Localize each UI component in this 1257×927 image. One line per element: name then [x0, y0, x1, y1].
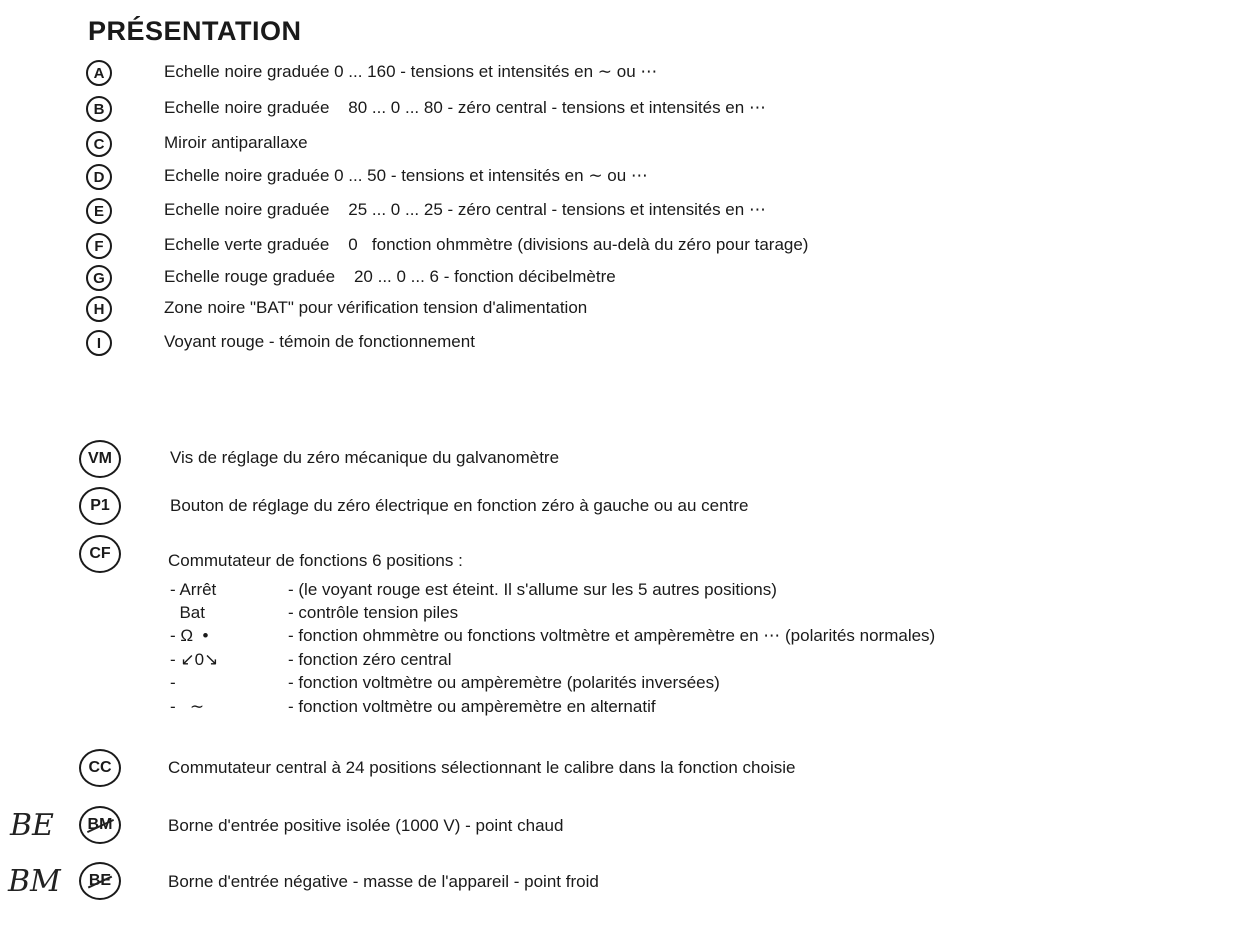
scale-item-text: Echelle noire graduée 0 ... 160 - tensions et intensités en ∼ ou ⋯: [164, 62, 658, 81]
handwritten-note: BE: [10, 808, 54, 843]
badge-h: H: [86, 296, 112, 322]
cf-position-description: - fonction voltmètre ou ampèremètre (polarités inversées): [288, 673, 720, 692]
control-text-vm: Vis de réglage du zéro mécanique du galvanomètre: [170, 448, 560, 467]
cf-position-symbol: Bat: [170, 603, 205, 622]
cf-position-description: - fonction zéro central: [288, 650, 452, 669]
badge-vm: VM: [79, 440, 121, 478]
badge-f: F: [86, 233, 112, 259]
cf-position-row: [170, 603, 1250, 625]
cf-position-row: [170, 580, 1250, 602]
badge-d: D: [86, 164, 112, 190]
page-title: PRÉSENTATION: [88, 16, 302, 46]
badge-cc: CC: [79, 749, 121, 787]
cf-position-symbol: - ↙0↘: [170, 650, 219, 669]
scale-item-text: Zone noire "BAT" pour vérification tension d'alimentation: [164, 298, 588, 317]
scale-item-text: Voyant rouge - témoin de fonctionnement: [164, 332, 475, 351]
control-text-p1: Bouton de réglage du zéro électrique en fonction zéro à gauche ou au centre: [170, 496, 749, 515]
badge-p1: P1: [79, 487, 121, 525]
cf-position-symbol: -: [170, 673, 176, 692]
scale-item-text: Echelle verte graduée 0 fonction ohmmètre (divisions au-delà du zéro pour tarage): [164, 235, 809, 254]
control-text-cc: Commutateur central à 24 positions sélectionnant le calibre dans la fonction choisie: [168, 758, 796, 777]
terminal-text-negative: Borne d'entrée négative - masse de l'appareil - point froid: [168, 872, 599, 891]
scale-item-text: Echelle noire graduée 80 ... 0 ... 80 - zéro central - tensions et intensités en ⋯: [164, 98, 766, 117]
cf-position-description: - (le voyant rouge est éteint. Il s'allume sur les 5 autres positions): [288, 580, 777, 599]
badge-c: C: [86, 131, 112, 157]
cf-position-symbol: - Ω •: [170, 626, 209, 645]
badge-cf: CF: [79, 535, 121, 573]
badge-terminal-positive: BM: [87, 816, 113, 833]
cf-position-description: - fonction ohmmètre ou fonctions voltmètre et ampèremètre en ⋯ (polarités normales): [288, 626, 936, 645]
cf-position-row: [170, 697, 1250, 719]
scale-item-text: Echelle noire graduée 0 ... 50 - tensions et intensités en ∼ ou ⋯: [164, 166, 648, 185]
cf-position-description: - contrôle tension piles: [288, 603, 459, 622]
handwritten-note: BM: [8, 864, 61, 899]
badge-e: E: [86, 198, 112, 224]
badge-terminal-negative: BE: [88, 872, 112, 889]
cf-position-row: [170, 673, 1250, 695]
scale-item-text: Echelle rouge graduée 20 ... 0 ... 6 - fonction décibelmètre: [164, 267, 616, 286]
badge-i: I: [86, 330, 112, 356]
cf-position-row: [170, 650, 1250, 672]
cf-position-symbol: - Arrêt: [170, 580, 217, 599]
scale-item-text: Miroir antiparallaxe: [164, 133, 308, 152]
cf-position-symbol: - ∼: [170, 697, 205, 716]
control-text-cf: Commutateur de fonctions 6 positions :: [168, 551, 463, 570]
badge-a: A: [86, 60, 112, 86]
terminal-text-positive: Borne d'entrée positive isolée (1000 V) - point chaud: [168, 816, 564, 835]
scale-item-text: Echelle noire graduée 25 ... 0 ... 25 - zéro central - tensions et intensités en ⋯: [164, 200, 766, 219]
badge-b: B: [86, 96, 112, 122]
cf-position-row: [170, 626, 1250, 648]
cf-position-description: - fonction voltmètre ou ampèremètre en alternatif: [288, 697, 656, 716]
badge-g: G: [86, 265, 112, 291]
